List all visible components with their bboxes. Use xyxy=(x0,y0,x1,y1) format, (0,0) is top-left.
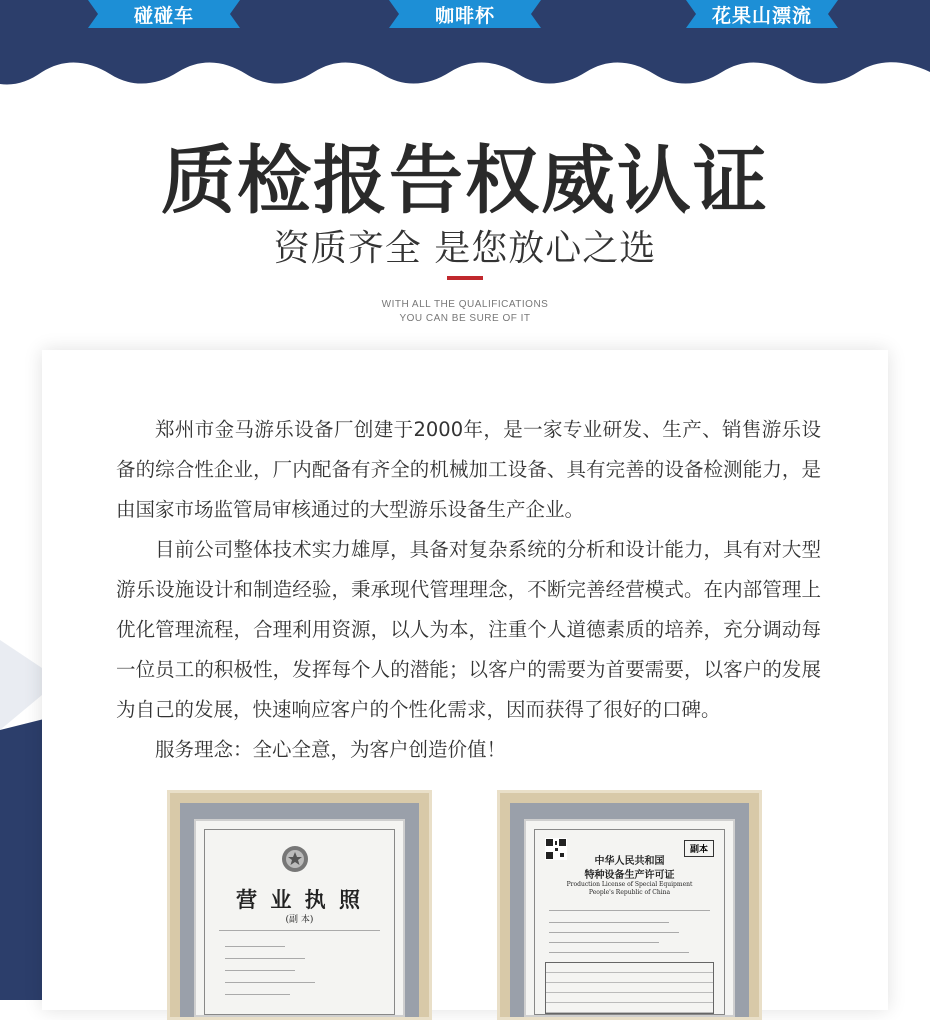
copy-badge: 副本 xyxy=(684,840,714,857)
intro-paragraph-3: 服务理念：全心全意，为客户创造价值！ xyxy=(155,738,507,761)
production-license-frame xyxy=(497,790,762,1020)
business-license-frame xyxy=(167,790,432,1020)
license-title-cn-line1: 中华人民共和国 xyxy=(594,856,665,867)
banner-tag-rafting[interactable] xyxy=(686,0,838,28)
banner-tag-label: 碰碰车 xyxy=(133,4,194,27)
title-divider xyxy=(447,276,483,280)
license-title-en-line2: People's Republic of China xyxy=(588,889,671,896)
license-scope-table xyxy=(545,962,714,1014)
business-license-document xyxy=(194,819,405,1017)
page-title: 质检报告权威认证 xyxy=(161,138,769,224)
english-caption-line1: WITH ALL THE QUALIFICATIONS xyxy=(381,299,549,310)
business-license-copy-label: (副 本) xyxy=(285,915,314,925)
banner-tag-label: 咖啡杯 xyxy=(434,4,495,27)
english-caption-line2: YOU CAN BE SURE OF IT xyxy=(399,313,531,324)
national-emblem-icon xyxy=(280,844,310,874)
banner-tag-coffee-cup[interactable] xyxy=(389,0,541,28)
intro-paragraph-1: 郑州市金马游乐设备厂创建于2000年，是一家专业研发、生产、销售游乐设备的综合性企业，厂内配备有齐全的机械加工设备、具有完善的设备检测能力，是由国家市场监管局审核通过的大型游乐设备生产企业。 xyxy=(116,418,821,521)
banner-tag-bumper-car[interactable] xyxy=(88,0,240,28)
license-title-cn-line2: 特种设备生产许可证 xyxy=(584,870,675,881)
page-subtitle: 资质齐全 是您放心之选 xyxy=(273,228,657,269)
production-license-document xyxy=(524,819,735,1017)
intro-paragraph-2: 目前公司整体技术实力雄厚，具备对复杂系统的分析和设计能力，具有对大型游乐设施设计和制造经验，秉承现代管理理念，不断完善经营模式。在内部管理上优化管理流程，合理利用资源，以人为本，注重个人道德素质的培养，充分调动每一位员工的积极性，发挥每个人的潜能；以客户的需要为首要需要，以客户的发展为自己的发展，快速响应客户的个性化需求，因而获得了很好的口碑。 xyxy=(116,538,821,721)
business-license-title: 营 业 执 照 xyxy=(236,887,363,912)
banner-tag-label: 花果山漂流 xyxy=(711,4,812,27)
license-title-en-line1: Production License of Special Equipment xyxy=(566,881,693,888)
